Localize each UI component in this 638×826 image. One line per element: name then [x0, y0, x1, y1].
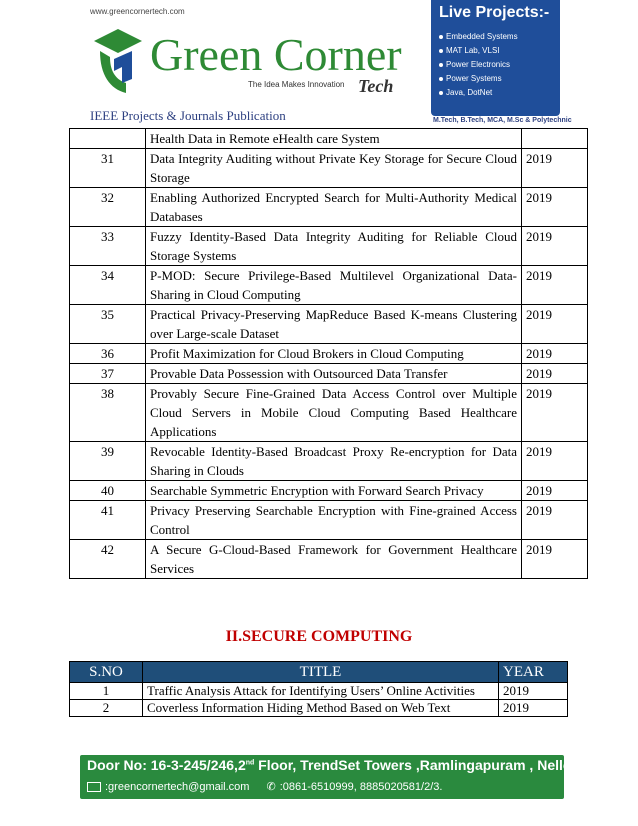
sno-cell: 2 — [70, 700, 143, 717]
title-cell: Health Data in Remote eHealth care System — [146, 129, 522, 149]
table-row — [70, 129, 588, 149]
year-cell: 2019 — [522, 501, 588, 540]
sno-cell: 39 — [70, 442, 146, 481]
table-row — [70, 501, 588, 540]
site-url[interactable]: www.greencornertech.com — [90, 7, 185, 16]
mail-icon — [87, 782, 101, 792]
title-cell: Fuzzy Identity-Based Data Integrity Auditing for Reliable Cloud Storage Systems — [146, 227, 522, 266]
title-cell: Coverless Information Hiding Method Based on Web Text — [143, 700, 499, 717]
sno-cell: 41 — [70, 501, 146, 540]
title-cell: P-MOD: Secure Privilege-Based Multilevel Organizational Data-Sharing in Cloud Computing — [146, 266, 522, 305]
sno-cell — [70, 129, 146, 149]
title-cell: Practical Privacy-Preserving MapReduce Based K-means Clustering over Large-scale Dataset — [146, 305, 522, 344]
sno-cell: 34 — [70, 266, 146, 305]
year-cell: 2019 — [522, 227, 588, 266]
brand-logo-icon — [92, 27, 144, 97]
year-cell: 2019 — [522, 481, 588, 501]
sno-cell: 37 — [70, 364, 146, 384]
year-cell — [522, 129, 588, 149]
section-heading: II.SECURE COMPUTING — [225, 628, 413, 645]
sno-cell: 42 — [70, 540, 146, 579]
title-cell: Revocable Identity-Based Broadcast Proxy Re-encryption for Data Sharing in Clouds — [146, 442, 522, 481]
footer-phone: :0861-6510999, 8885020581/2/3. — [279, 781, 443, 793]
table-row — [70, 384, 588, 442]
year-cell: 2019 — [522, 364, 588, 384]
title-cell: Enabling Authorized Encrypted Search for Multi-Authority Medical Databases — [146, 188, 522, 227]
live-project-item: Java, DotNet — [439, 86, 518, 100]
year-cell: 2019 — [522, 384, 588, 442]
sno-cell: 36 — [70, 344, 146, 364]
degrees-line: M.Tech, B.Tech, MCA, M.Sc & Polytechnic — [433, 117, 572, 124]
live-projects-title: Live Projects:- — [439, 4, 550, 21]
title-cell: Privacy Preserving Searchable Encryption with Fine-grained Access Control — [146, 501, 522, 540]
table-row — [70, 149, 588, 188]
column-header-title: TITLE — [143, 662, 499, 683]
year-cell: 2019 — [499, 700, 568, 717]
live-projects-list — [439, 30, 518, 100]
title-cell: Data Integrity Auditing without Private Key Storage for Secure Cloud Storage — [146, 149, 522, 188]
year-cell: 2019 — [522, 344, 588, 364]
sno-cell: 32 — [70, 188, 146, 227]
live-project-item: Embedded Systems — [439, 30, 518, 44]
column-header-year: YEAR — [499, 662, 568, 683]
page-header — [0, 0, 638, 128]
table-row — [70, 442, 588, 481]
sno-cell: 1 — [70, 683, 143, 700]
bullet-icon — [439, 49, 443, 53]
sno-cell: 38 — [70, 384, 146, 442]
bullet-icon — [439, 77, 443, 81]
table-row — [70, 305, 588, 344]
brand-tagline: The Idea Makes Innovation — [248, 80, 345, 89]
bullet-icon — [439, 35, 443, 39]
live-project-item: Power Systems — [439, 72, 518, 86]
table-row — [70, 700, 568, 717]
column-header-sno: S.NO — [70, 662, 143, 683]
projects-table-cloud — [69, 128, 588, 579]
title-cell: Profit Maximization for Cloud Brokers in Cloud Computing — [146, 344, 522, 364]
year-cell: 2019 — [522, 266, 588, 305]
table-row — [70, 344, 588, 364]
table-row — [70, 683, 568, 700]
table-header-row — [70, 662, 568, 683]
year-cell: 2019 — [522, 188, 588, 227]
year-cell: 2019 — [522, 305, 588, 344]
table-row — [70, 227, 588, 266]
table-row — [70, 188, 588, 227]
publication-subtitle: IEEE Projects & Journals Publication — [90, 108, 286, 123]
live-projects-panel — [431, 0, 560, 116]
live-project-item: Power Electronics — [439, 58, 518, 72]
brand-name: Green Corner — [150, 29, 402, 80]
table-row — [70, 540, 588, 579]
sno-cell: 31 — [70, 149, 146, 188]
footer-contact-line — [87, 780, 442, 793]
live-project-item: MAT Lab, VLSI — [439, 44, 518, 58]
footer-address: Door No: 16-3-245/246,2nd Floor, TrendSet Towers ,Ramlingapuram , Nellore. — [87, 757, 589, 773]
sno-cell: 40 — [70, 481, 146, 501]
title-cell: Searchable Symmetric Encryption with Forward Search Privacy — [146, 481, 522, 501]
bullet-icon — [439, 63, 443, 67]
year-cell: 2019 — [522, 149, 588, 188]
title-cell: Provably Secure Fine-Grained Data Access Control over Multiple Cloud Servers in Mobile Cloud Computing Based Healthcare Applications — [146, 384, 522, 442]
phone-icon: ✆ — [266, 781, 276, 793]
sno-cell: 35 — [70, 305, 146, 344]
title-cell: Traffic Analysis Attack for Identifying Users’ Online Activities — [143, 683, 499, 700]
sno-cell: 33 — [70, 227, 146, 266]
brand-tech: Tech — [358, 76, 394, 96]
title-cell: Provable Data Possession with Outsourced Data Transfer — [146, 364, 522, 384]
title-cell: A Secure G-Cloud-Based Framework for Government Healthcare Services — [146, 540, 522, 579]
projects-table-secure-computing — [69, 661, 568, 717]
bullet-icon — [439, 91, 443, 95]
year-cell: 2019 — [522, 540, 588, 579]
table-row — [70, 481, 588, 501]
footer-email[interactable]: :greencornertech@gmail.com — [105, 781, 250, 793]
table-row — [70, 364, 588, 384]
year-cell: 2019 — [522, 442, 588, 481]
table-row — [70, 266, 588, 305]
year-cell: 2019 — [499, 683, 568, 700]
contact-footer — [80, 755, 589, 799]
